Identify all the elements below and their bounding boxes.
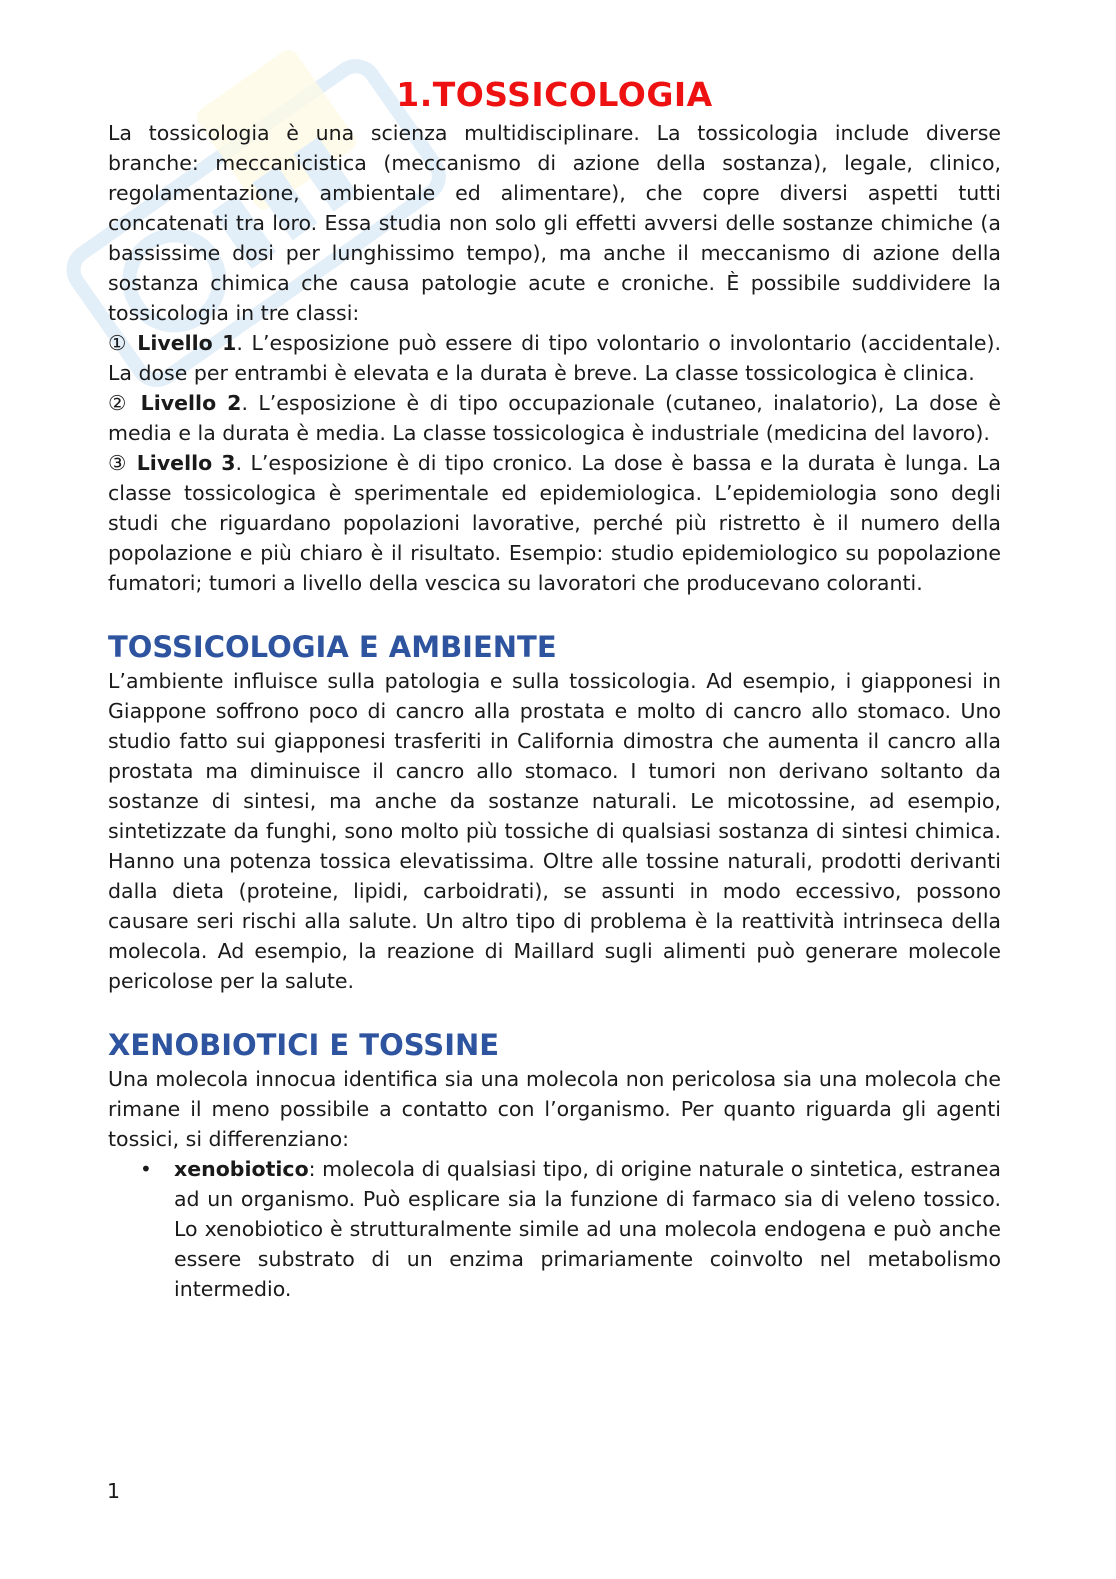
bullet-icon: • <box>140 1157 152 1181</box>
level-marker: ③ <box>108 451 129 475</box>
level-2-paragraph <box>108 388 1001 448</box>
level-label: Livello 1 <box>137 331 237 355</box>
bullet-term: xenobiotico <box>174 1157 309 1181</box>
list-item <box>140 1154 1001 1304</box>
section-heading-xenobiotici: XENOBIOTICI E TOSSINE <box>108 1028 500 1062</box>
level-text: . L’esposizione può essere di tipo volontario o involontario (accidentale). La dose per entrambi è elevata e la durata è breve. La classe tossicologica è clinica. <box>108 331 1001 385</box>
level-1-paragraph <box>108 328 1001 388</box>
section-heading-ambiente: TOSSICOLOGIA E AMBIENTE <box>108 630 557 664</box>
level-3-paragraph <box>108 448 1001 598</box>
ambiente-paragraph: L’ambiente influisce sulla patologia e sulla tossicologia. Ad esempio, i giapponesi in Giappone soffrono poco di cancro alla prostata e molto di cancro allo stomaco. Uno studio fatto sui giapponesi trasferiti in California dimostra che aumenta il cancro alla prostata ma diminuisce il cancro allo stomaco. I tumori non derivano soltanto da sostanze di sintesi, ma anche da sostanze naturali. Le micotossine, ad esempio, sintetizzate da funghi, sono molto più tossiche di qualsiasi sostanza di sintesi chimica. Hanno una potenza tossica elevatissima. Oltre alle tossine naturali, prodotti derivanti dalla dieta (proteine, lipidi, carboidrati), se assunti in modo eccessivo, possono causare seri rischi alla salute. Un altro tipo di problema è la reattività intrinseca della molecola. Ad esempio, la reazione di Maillard sugli alimenti può generare molecole pericolose per la salute. <box>108 669 1001 993</box>
level-label: Livello 2 <box>140 391 242 415</box>
bullet-text: : molecola di qualsiasi tipo, di origine naturale o sintetica, estranea ad un organismo. Può esplicare sia la funzione di farmaco sia di veleno tossico. Lo xenobiotico è strutturalmente simile ad una molecola endogena e può anche essere substrato di un enzima primariamente coinvolto nel metabolismo intermedio. <box>174 1157 1001 1301</box>
level-marker: ② <box>108 391 131 415</box>
level-label: Livello 3 <box>136 451 236 475</box>
intro-paragraph: La tossicologia è una scienza multidisciplinare. La tossicologia include diverse branche: meccanicistica (meccanismo di azione della sostanza), legale, clinico, regolamentazione, ambientale ed alimentare), che copre diversi aspetti tutti concatenati tra loro. Essa studia non solo gli effetti avversi delle sostanze chimiche (a bassissime dosi per lunghissimo tempo), ma anche il meccanismo di azione della sostanza chimica che causa patologie acute e croniche. È possibile suddividere la tossicologia in tre classi: <box>108 121 1001 325</box>
document-body <box>108 74 1001 1304</box>
level-marker: ① <box>108 331 129 355</box>
level-text: . L’esposizione è di tipo cronico. La dose è bassa e la durata è lunga. La classe tossicologica è sperimentale ed epidemiologica. L’epidemiologia sono degli studi che riguardano popolazioni lavorative, perché più ristretto è il numero della popolazione e più chiaro è il risultato. Esempio: studio epidemiologico su popolazione fumatori; tumori a livello della vescica su lavoratori che producevano coloranti. <box>108 451 1001 595</box>
document-title: 1.TOSSICOLOGIA <box>396 75 713 114</box>
xenobiotici-paragraph: Una molecola innocua identifica sia una molecola non pericolosa sia una molecola che rimane il meno possibile a contatto con l’organismo. Per quanto riguarda gli agenti tossici, si differenziano: <box>108 1067 1001 1151</box>
bullet-list <box>108 1154 1001 1304</box>
page-number: 1 <box>107 1479 121 1503</box>
level-text: . L’esposizione è di tipo occupazionale (cutaneo, inalatorio), La dose è media e la durata è media. La classe tossicologica è industriale (medicina del lavoro). <box>108 391 1001 445</box>
